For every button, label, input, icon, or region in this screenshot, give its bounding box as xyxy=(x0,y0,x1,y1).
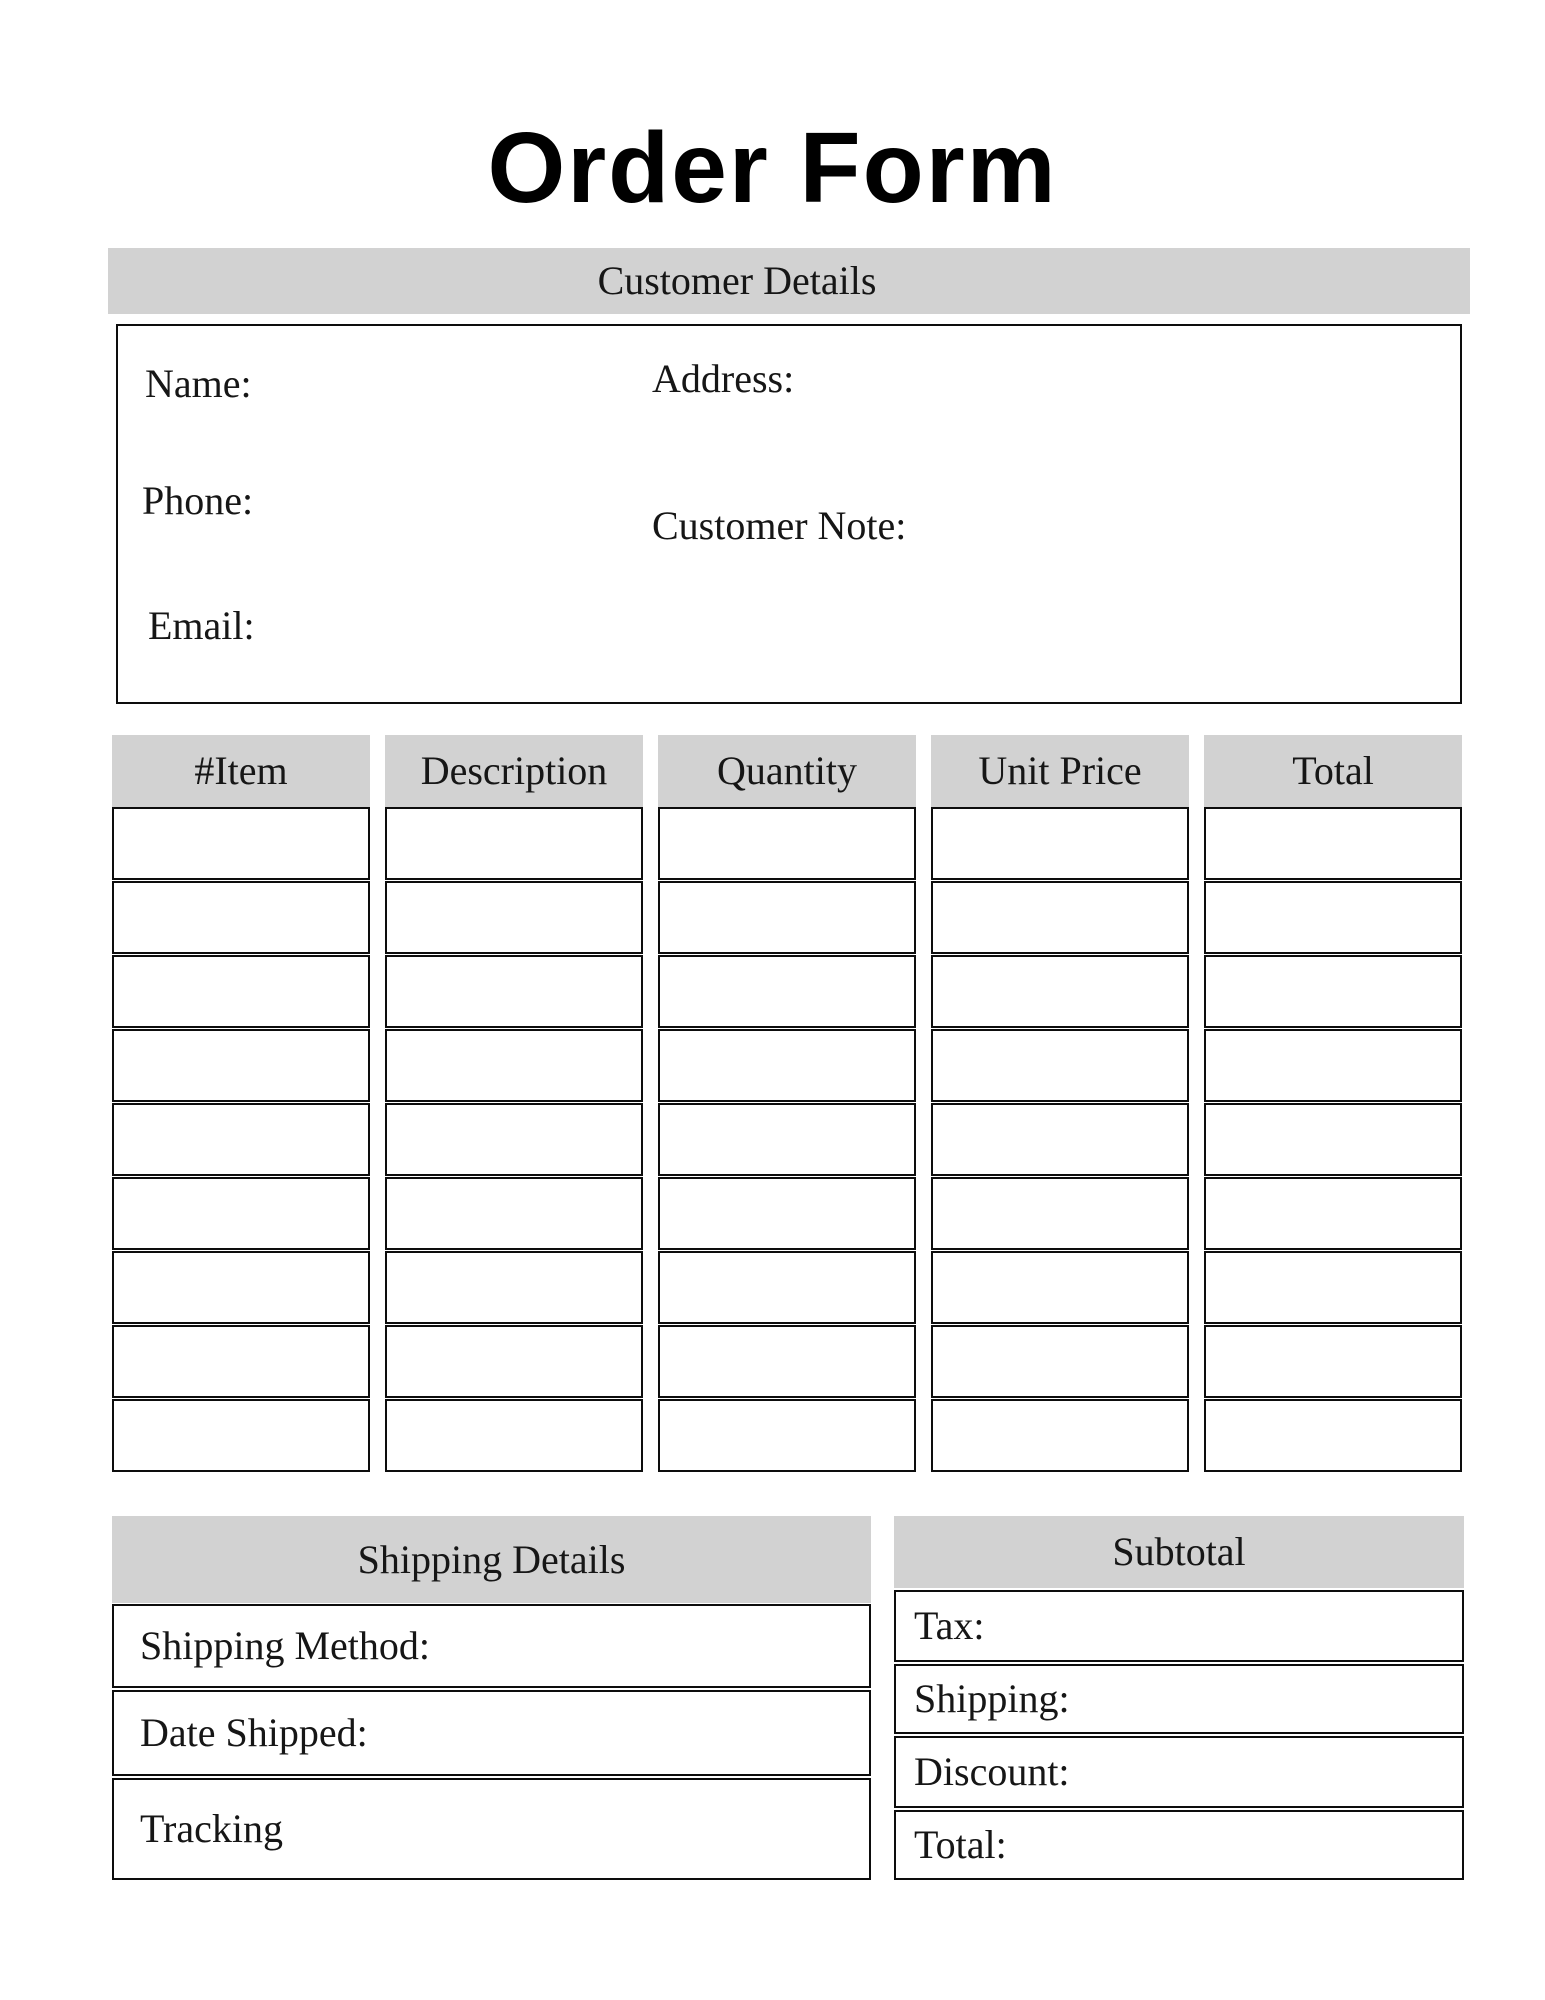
subtotal-header xyxy=(894,1516,1464,1588)
tax-row[interactable] xyxy=(894,1590,1464,1662)
item-cell-description-row-1[interactable] xyxy=(385,807,643,880)
item-cell-item-row-9[interactable] xyxy=(112,1399,370,1472)
item-cell-description-row-2[interactable] xyxy=(385,881,643,954)
item-cell-total-row-2[interactable] xyxy=(1204,881,1462,954)
date-shipped-row[interactable] xyxy=(112,1690,871,1776)
item-cell-item-row-6[interactable] xyxy=(112,1177,370,1250)
item-cell-total-row-9[interactable] xyxy=(1204,1399,1462,1472)
shipping-method-label: Shipping Method: xyxy=(140,1623,431,1668)
item-cell-quantity-row-1[interactable] xyxy=(658,807,916,880)
column-header-total: Total xyxy=(1204,735,1462,807)
item-cell-description-row-8[interactable] xyxy=(385,1325,643,1398)
item-cell-quantity-row-5[interactable] xyxy=(658,1103,916,1176)
tracking-label: Tracking xyxy=(140,1806,283,1851)
item-cell-unit-price-row-2[interactable] xyxy=(931,881,1189,954)
item-cell-unit-price-row-1[interactable] xyxy=(931,807,1189,880)
shipping-cost-label: Shipping: xyxy=(914,1676,1070,1721)
tracking-row[interactable] xyxy=(112,1778,871,1880)
item-cell-unit-price-row-3[interactable] xyxy=(931,955,1189,1028)
item-cell-quantity-row-9[interactable] xyxy=(658,1399,916,1472)
item-cell-item-row-8[interactable] xyxy=(112,1325,370,1398)
address-field-label: Address: xyxy=(652,356,795,401)
item-cell-total-row-7[interactable] xyxy=(1204,1251,1462,1324)
customer-details-header xyxy=(108,248,1470,314)
shipping-cost-row[interactable] xyxy=(894,1664,1464,1734)
name-field-label: Name: xyxy=(145,361,252,406)
item-column-description xyxy=(385,735,643,1472)
shipping-details-header xyxy=(112,1516,871,1603)
item-cell-quantity-row-8[interactable] xyxy=(658,1325,916,1398)
item-cell-quantity-row-3[interactable] xyxy=(658,955,916,1028)
item-cell-total-row-5[interactable] xyxy=(1204,1103,1462,1176)
item-cell-quantity-row-2[interactable] xyxy=(658,881,916,954)
customer-details-title: Customer Details xyxy=(597,258,877,303)
item-column-quantity xyxy=(658,735,916,1472)
item-column-item xyxy=(112,735,370,1472)
page-title: Order Form xyxy=(487,112,1058,224)
column-header-quantity: Quantity xyxy=(658,735,916,807)
email-field-label: Email: xyxy=(148,603,255,648)
item-cell-quantity-row-7[interactable] xyxy=(658,1251,916,1324)
item-cell-item-row-4[interactable] xyxy=(112,1029,370,1102)
shipping-details-title: Shipping Details xyxy=(357,1536,626,1582)
discount-label: Discount: xyxy=(914,1749,1070,1794)
column-header-unit-price: Unit Price xyxy=(931,735,1189,807)
item-cell-unit-price-row-5[interactable] xyxy=(931,1103,1189,1176)
item-cell-item-row-3[interactable] xyxy=(112,955,370,1028)
date-shipped-label: Date Shipped: xyxy=(140,1710,368,1755)
tax-label: Tax: xyxy=(914,1603,985,1648)
item-cell-item-row-7[interactable] xyxy=(112,1251,370,1324)
item-cell-unit-price-row-6[interactable] xyxy=(931,1177,1189,1250)
item-cell-total-row-6[interactable] xyxy=(1204,1177,1462,1250)
column-header-description: Description xyxy=(385,735,643,807)
item-cell-description-row-4[interactable] xyxy=(385,1029,643,1102)
item-cell-unit-price-row-9[interactable] xyxy=(931,1399,1189,1472)
item-column-unit-price xyxy=(931,735,1189,1472)
item-cell-description-row-7[interactable] xyxy=(385,1251,643,1324)
items-table xyxy=(112,735,1462,1472)
customer-details-box[interactable] xyxy=(116,324,1462,704)
item-cell-quantity-row-6[interactable] xyxy=(658,1177,916,1250)
item-cell-description-row-5[interactable] xyxy=(385,1103,643,1176)
item-cell-item-row-2[interactable] xyxy=(112,881,370,954)
total-label: Total: xyxy=(914,1822,1007,1867)
item-cell-item-row-5[interactable] xyxy=(112,1103,370,1176)
item-cell-unit-price-row-8[interactable] xyxy=(931,1325,1189,1398)
item-cell-description-row-6[interactable] xyxy=(385,1177,643,1250)
item-cell-total-row-8[interactable] xyxy=(1204,1325,1462,1398)
shipping-method-row[interactable] xyxy=(112,1604,871,1688)
subtotal-title: Subtotal xyxy=(1112,1529,1246,1574)
column-header-item: #Item xyxy=(112,735,370,807)
item-cell-total-row-4[interactable] xyxy=(1204,1029,1462,1102)
item-cell-description-row-3[interactable] xyxy=(385,955,643,1028)
item-cell-total-row-3[interactable] xyxy=(1204,955,1462,1028)
phone-field-label: Phone: xyxy=(142,478,254,523)
item-column-total xyxy=(1204,735,1462,1472)
discount-row[interactable] xyxy=(894,1736,1464,1808)
customer-note-field-label: Customer Note: xyxy=(652,503,907,548)
item-cell-quantity-row-4[interactable] xyxy=(658,1029,916,1102)
item-cell-unit-price-row-4[interactable] xyxy=(931,1029,1189,1102)
item-cell-unit-price-row-7[interactable] xyxy=(931,1251,1189,1324)
item-cell-description-row-9[interactable] xyxy=(385,1399,643,1472)
total-row[interactable] xyxy=(894,1810,1464,1880)
item-cell-item-row-1[interactable] xyxy=(112,807,370,880)
item-cell-total-row-1[interactable] xyxy=(1204,807,1462,880)
